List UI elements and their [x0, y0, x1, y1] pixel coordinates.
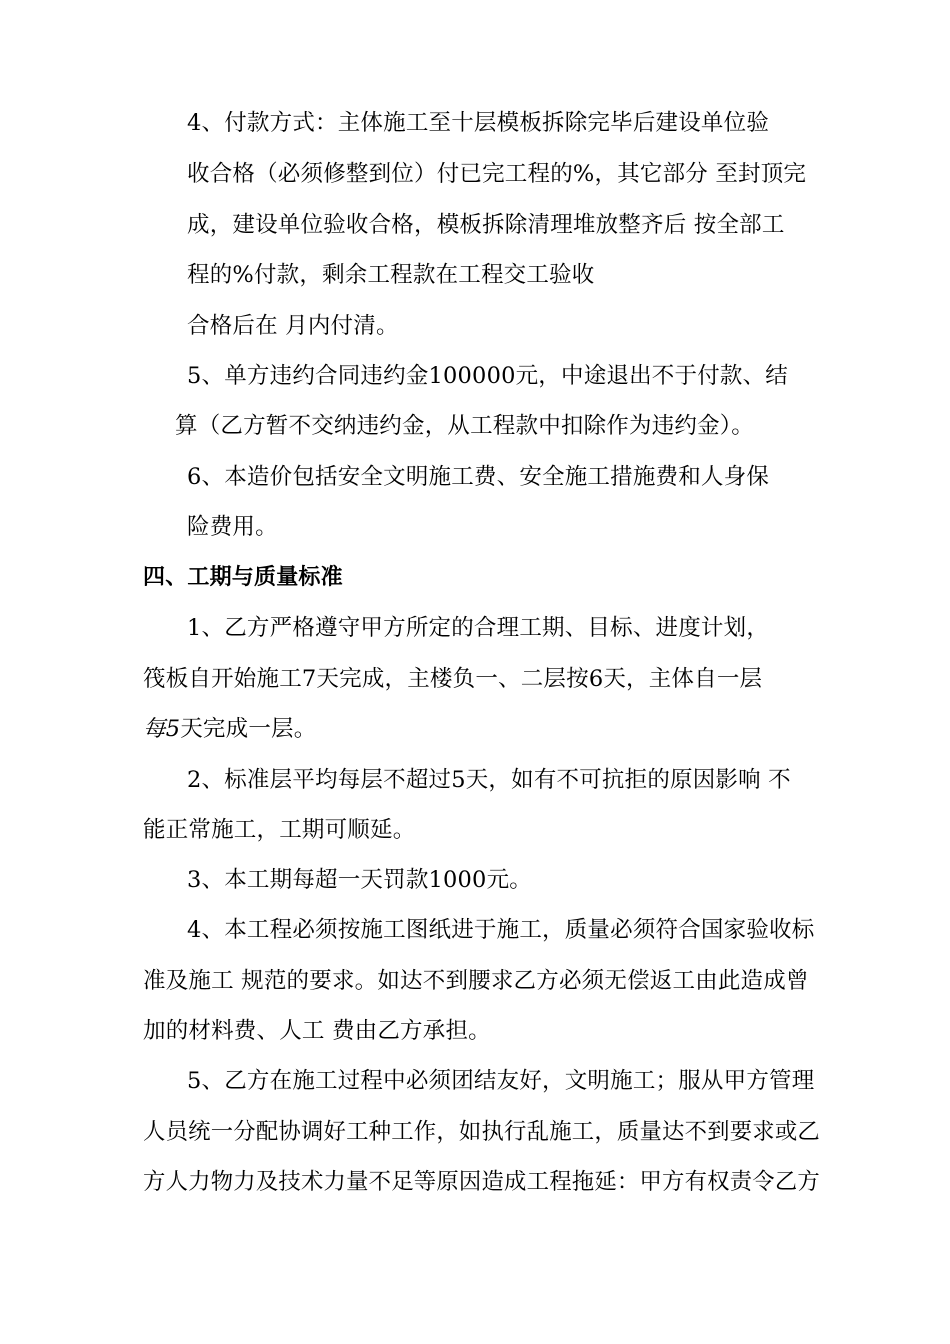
schedule-item-1-line-3	[143, 714, 316, 744]
conduct-item-5-line-2: 人员统一分配协调好工种工作，如执行乱施工，质量达不到要求或乙	[143, 1119, 820, 1145]
schedule-item-2-line-2: 能正常施工，工期可顺延。	[143, 817, 416, 843]
quality-item-4-line-1: 4、本工程必须按施工图纸进于施工，质量必须符合国家验收标	[187, 917, 815, 943]
payment-method-line-2: 收合格（必须修整到位）付已完工程的%，其它部分 至封顶完	[187, 161, 807, 187]
quality-item-4-line-2: 准及施工 规范的要求。如达不到腰求乙方必须无偿返工由此造成曾	[143, 968, 809, 994]
payment-method-line-1: 4、付款方式：主体施工至十层模板拆除完毕后建设单位验	[187, 110, 770, 136]
payment-method-line-3: 成，建设单位验收合格，模板拆除清理堆放整齐后 按全部工	[187, 212, 785, 238]
section-4-heading: 四、工期与质量标准	[143, 565, 343, 590]
schedule-item-1-line-2: 筏板自开始施工7天完成，主楼负一、二层按6天，主体自一层	[143, 666, 763, 692]
schedule-item-1-rest-text: 天完成一层。	[180, 716, 317, 742]
cost-scope-line-1: 6、本造价包括安全文明施工费、安全施工措施费和人身保	[187, 464, 770, 490]
quality-item-4-line-3: 加的材料费、人工 费由乙方承担。	[143, 1018, 491, 1044]
conduct-item-5-line-3: 方人力物力及技术力量不足等原因造成工程拖延：甲方有权责令乙方	[143, 1169, 820, 1195]
conduct-item-5-line-1: 5、乙方在施工过程中必须团结友好，文明施工；服从甲方管理	[187, 1068, 815, 1094]
payment-method-line-4: 程的%付款，剩余工程款在工程交工验收	[187, 262, 595, 288]
schedule-item-1-italic-text: 每5	[143, 716, 181, 742]
cost-scope-line-2: 险费用。	[187, 514, 278, 540]
penalty-line-2: 算（乙方暂不交纳违约金，从工程款中扣除作为违约金）。	[175, 413, 754, 439]
schedule-item-1-line-1: 1、乙方严格遵守甲方所定的合理工期、目标、进度计划，	[187, 615, 770, 641]
penalty-line-1: 5、单方违约合同违约金100000元，中途退出不于付款、结	[187, 363, 789, 389]
schedule-item-2-line-1: 2、标准层平均每层不超过5天，如有不可抗拒的原因影响 不	[187, 767, 791, 793]
payment-method-line-5: 合格后在 月内付清。	[187, 313, 399, 339]
schedule-item-3-line-1: 3、本工期每超一天罚款1000元。	[187, 867, 532, 893]
